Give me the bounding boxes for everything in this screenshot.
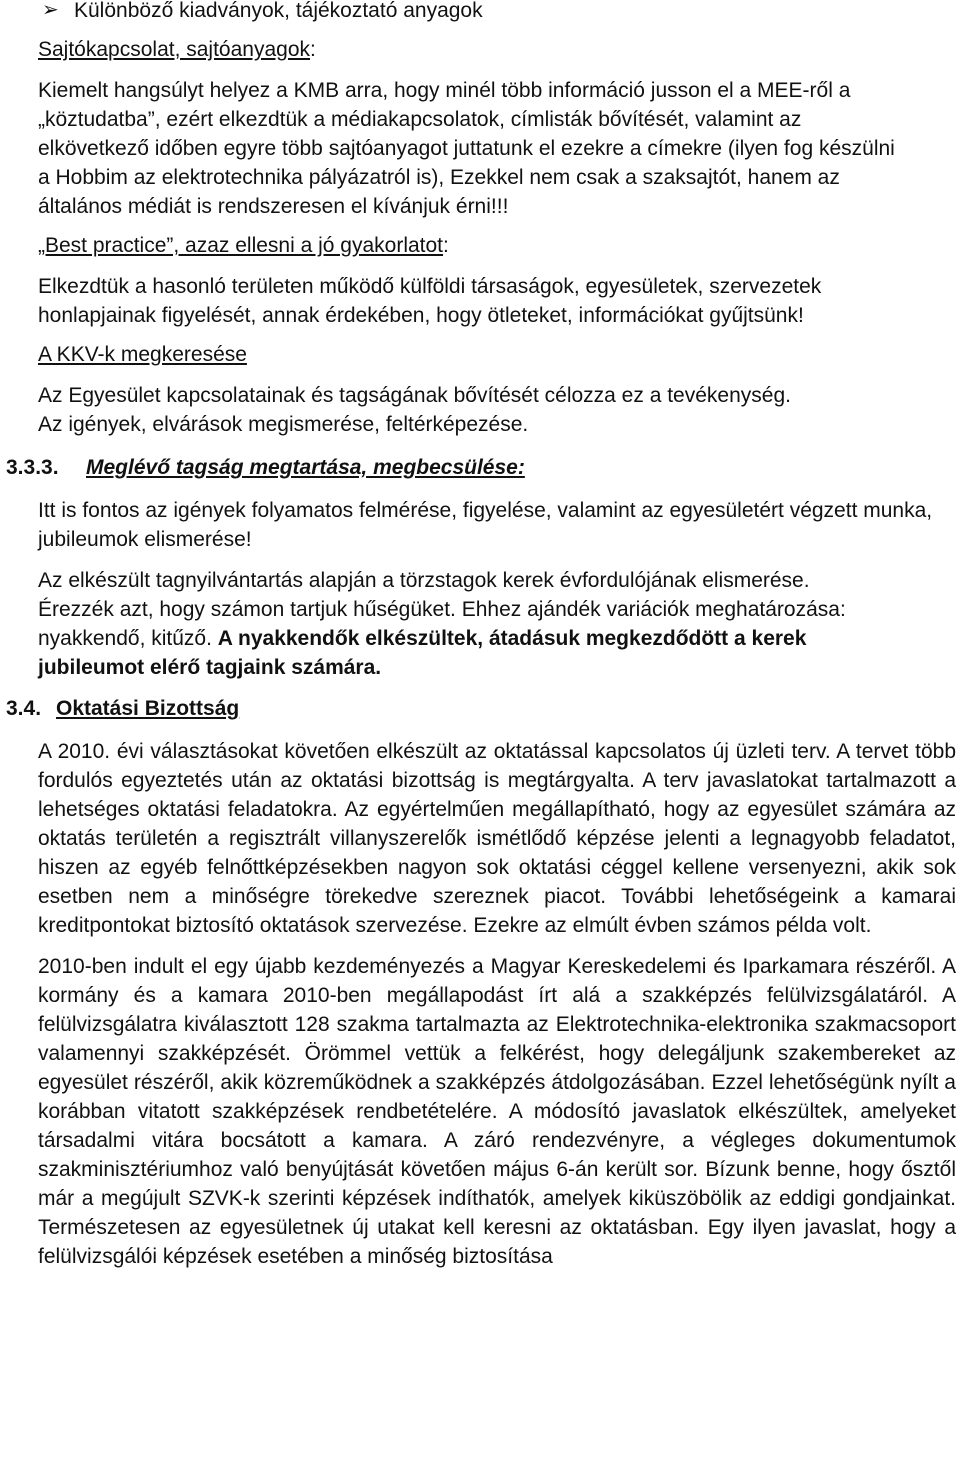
best-practice-colon: : [443, 234, 449, 257]
kkv-body-line1: Az Egyesület kapcsolatainak és tagságának bővítését célozza ez a tevékenység. [38, 384, 791, 407]
press-body: Kiemelt hangsúlyt helyez a KMB arra, hogy minél több információ jusson el a MEE-ről a „köztudatba”, ezért elkezdtük a médiakapcsolatok, címlisták bővítését, valamint az elkövetkező időben egyre több sajtóanyagot juttatunk el ezekre a címekre (ilyen fog készülni a Hobbim az elektrotechnika pályázatról is), Ezekkel nem csak a szaksajtót, hanem az általános médiát is rendszeresen el kívánjuk érni!!! [38, 79, 895, 218]
section-333-heading [6, 453, 956, 482]
press-colon: : [310, 38, 316, 61]
bullet-item-text: Különböző kiadványok, tájékoztató anyagok [74, 0, 483, 22]
best-practice-title: „Best practice”, azaz ellesni a jó gyakorlatot [38, 234, 444, 257]
section-34-heading [6, 694, 956, 723]
section-333-number: 3.3.3. [6, 456, 59, 479]
section-333-para2 [38, 566, 888, 682]
bullet-list-item [0, 0, 956, 25]
press-title: Sajtókapcsolat, sajtóanyagok [38, 38, 311, 61]
section-333-title: Meglévő tagság megtartása, megbecsülése: [86, 456, 525, 479]
section-34-para2: 2010-ben indult el egy újabb kezdeményezés a Magyar Kereskedelemi és Iparkamara részéről. A kormány és a kamara 2010-ben megállapodást írt alá a szakképzés felülvizsgálatáról. A felülvizsgálatra kiválasztott 128 szakma tartalmazta az Elektrotechnika-elektronika szakmacsoport valamennyi szakképzését. Örömmel vettük a felkérést, hogy delegáljunk szakembereket az egyesület részéről, akik közreműködnek a szakképzés átdolgozásában. Ezzel lehetőségünk nyílt a korábban vitatott szakképzések rendbetételére. A módosító javaslatok elkészültek, amelyeket társadalmi vitára bocsátott a kamara. A záró rendezvényre, a végleges dokumentumok szakminisztériumhoz való benyújtását követően május 6-án került sor. Bízunk benne, hogy ősztől már a megújult SZVK-k szerinti képzések indíthatók, amelyek kiküszöbölik az eddigi gondjainkat. Természetesen az egyesületnek új utakat kell keresni az oktatásban. Egy ilyen javaslat, hogy a felülvizsgálói képzések esetében a minőség biztosítása [38, 955, 956, 1268]
section-34-number: 3.4. [6, 697, 42, 720]
best-practice-body: Elkezdtük a hasonló területen működő külföldi társaságok, egyesületek, szervezetek honlapjainak figyelését, annak érdekében, hogy ötleteket, információkat gyűjtsünk! [38, 275, 822, 327]
section-333-para2-text: Az elkészült tagnyilvántartás alapján a törzstagok kerek évfordulójának elismerése. Érezzék azt, hogy számon tartjuk hűségüket. Ehhez ajándék variációk meghatározása: nyakkendő, kitűző. [38, 569, 846, 650]
section-34-para1: A 2010. évi választásokat követően elkészült az oktatással kapcsolatos új üzleti terv. A tervet több fordulós egyeztetés után az oktatási bizottság is megtárgyalta. A terv javaslatokat tartalmazott a lehetséges oktatási feladatokra. Az egyértelműen megállapítható, hogy az egyesület számára az oktatás területén a regisztrált villanyszerelők ismétlődő képzése jelenti a legnagyobb feladatot, hiszen az egyéb felnőttképzésekben nagyon sok oktatási céggel kellene versenyezni, akik sok esetben nem a minőségre törekedve szereznek piacot. További lehetőségeink a kamarai kreditpontokat biztosító oktatások szervezése. Ezekre az elmúlt évben számos példa volt. [38, 740, 956, 937]
kkv-title: A KKV-k megkeresése [38, 343, 247, 366]
kkv-heading [38, 340, 956, 369]
arrow-bullet-icon: ➢ [42, 0, 59, 21]
press-heading [38, 35, 956, 64]
document-page [6, 0, 956, 1271]
section-333-para2-bold: A nyakkendők elkészültek, átadásuk megkezdődött a kerek jubileumot elérő tagjaink számára. [38, 627, 807, 679]
section-34-title: Oktatási Bizottság [56, 697, 240, 720]
kkv-body-line2: Az igények, elvárások megismerése, feltérképezése. [38, 413, 529, 436]
section-333-para1: Itt is fontos az igények folyamatos felmérése, figyelése, valamint az egyesületért végzett munka, jubileumok elismerése! [38, 499, 933, 551]
best-practice-heading [38, 231, 956, 260]
